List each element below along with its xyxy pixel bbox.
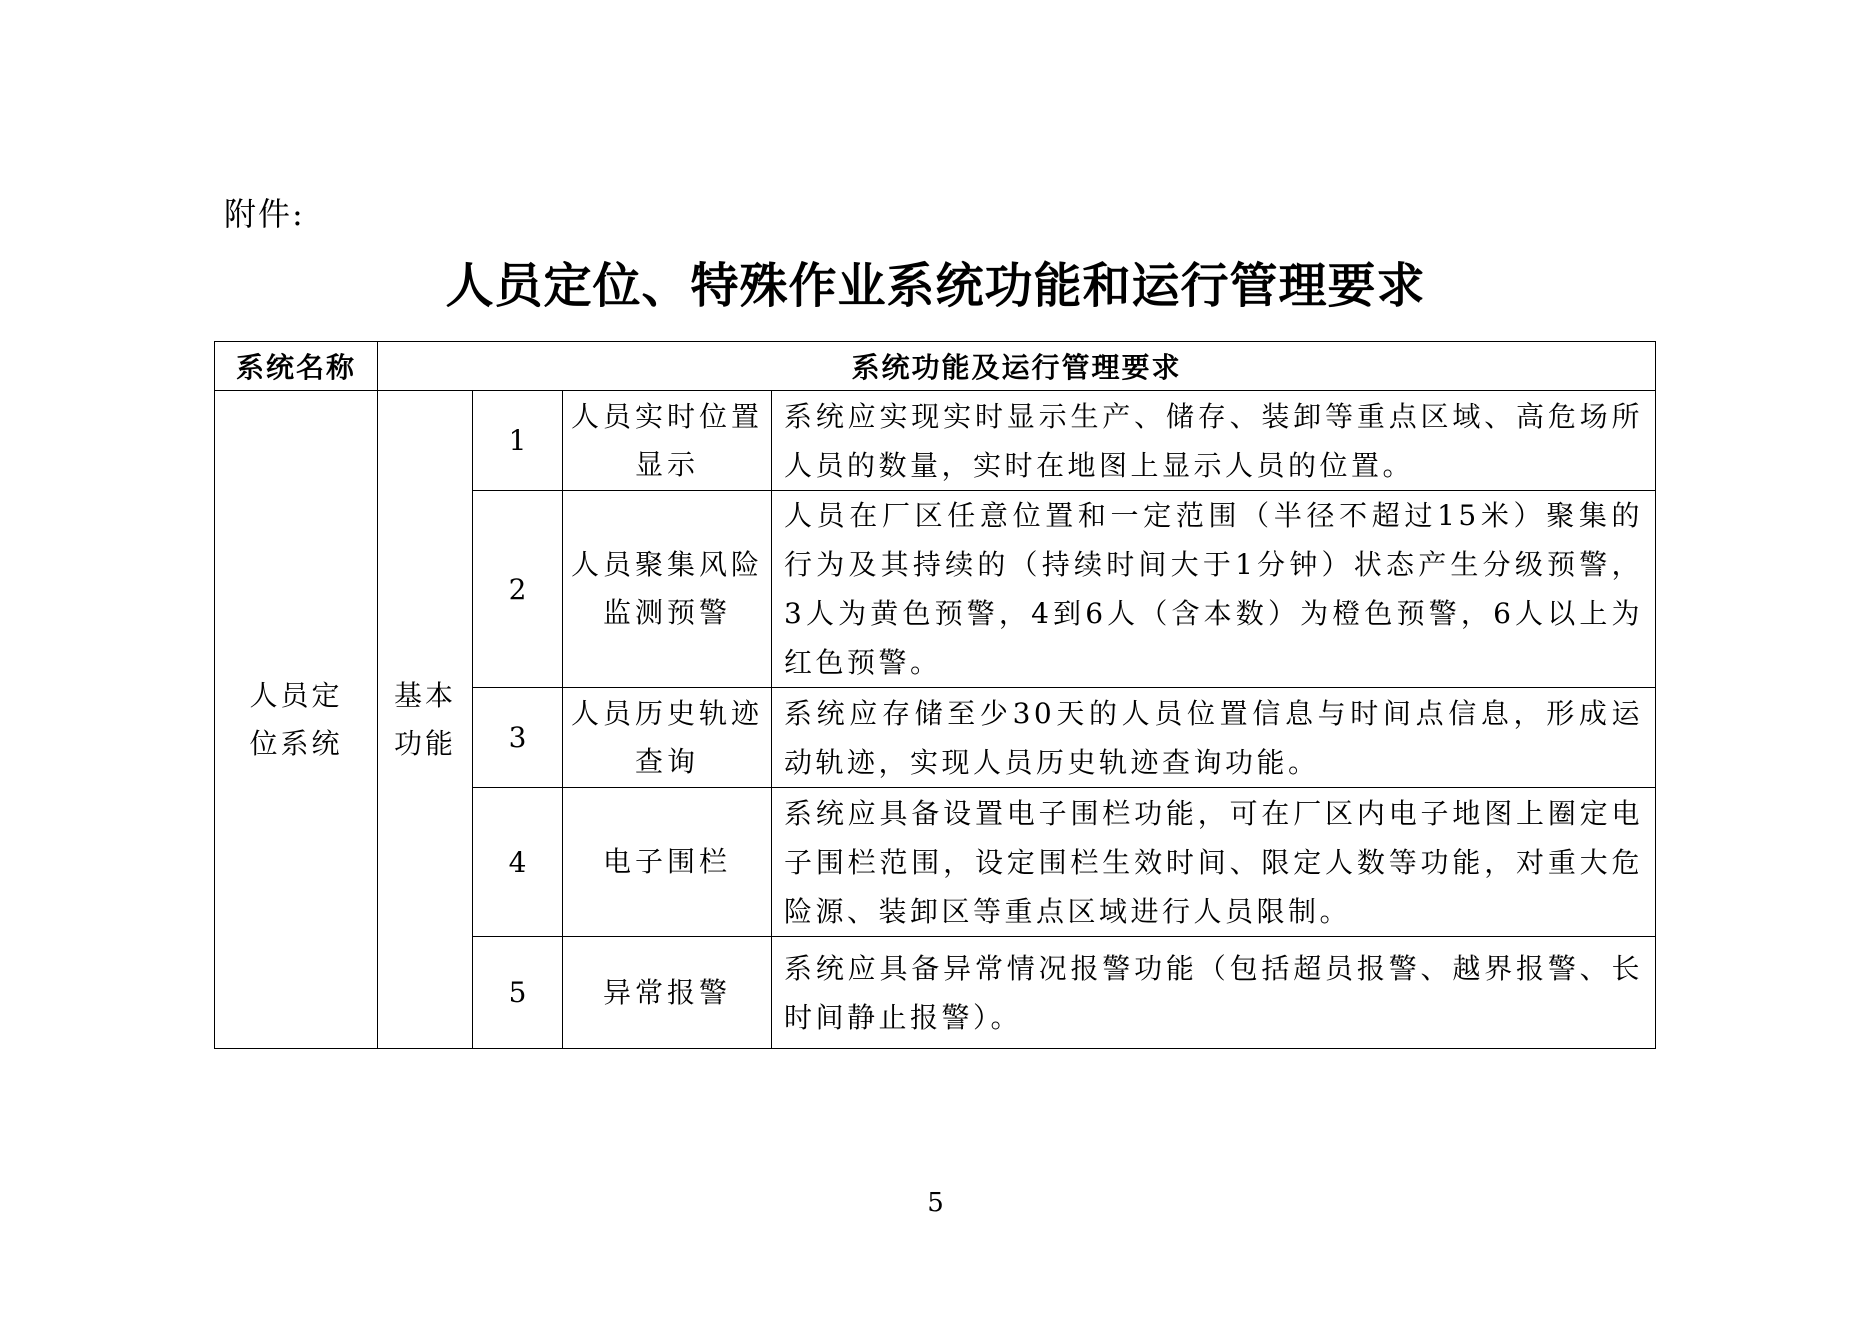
header-requirements: 系统功能及运行管理要求 <box>378 342 1656 391</box>
function-description: 系统应具备设置电子围栏功能，可在厂区内电子地图上圈定电子围栏范围，设定围栏生效时间、限定人数等功能，对重大危险源、装卸区等重点区域进行人员限制。 <box>772 788 1656 937</box>
attachment-label: 附件: <box>224 195 305 233</box>
table-row <box>215 391 1656 491</box>
page-title: 人员定位、特殊作业系统功能和运行管理要求 <box>445 258 1426 314</box>
row-number: 4 <box>473 788 563 937</box>
row-number: 5 <box>473 937 563 1049</box>
function-name: 异常报警 <box>563 937 772 1049</box>
system-name-cell: 人员定位系统 <box>215 391 378 1049</box>
category-cell: 基本功能 <box>378 391 473 1049</box>
function-description: 人员在厂区任意位置和一定范围（半径不超过15米）聚集的行为及其持续的（持续时间大于1分钟）状态产生分级预警，3人为黄色预警，4到6人（含本数）为橙色预警，6人以上为红色预警。 <box>772 491 1656 688</box>
function-description: 系统应具备异常情况报警功能（包括超员报警、越界报警、长时间静止报警）。 <box>772 937 1656 1049</box>
function-name: 人员聚集风险监测预警 <box>563 491 772 688</box>
table-header-row <box>215 342 1656 391</box>
function-description: 系统应实现实时显示生产、储存、装卸等重点区域、高危场所人员的数量，实时在地图上显示人员的位置。 <box>772 391 1656 491</box>
function-name: 人员实时位置显示 <box>563 391 772 491</box>
row-number: 3 <box>473 688 563 788</box>
function-description: 系统应存储至少30天的人员位置信息与时间点信息，形成运动轨迹，实现人员历史轨迹查询功能。 <box>772 688 1656 788</box>
row-number: 2 <box>473 491 563 688</box>
requirements-table <box>214 341 1656 1049</box>
page-number: 5 <box>927 1188 944 1218</box>
header-system-name: 系统名称 <box>215 342 378 391</box>
row-number: 1 <box>473 391 563 491</box>
function-name: 人员历史轨迹查询 <box>563 688 772 788</box>
function-name: 电子围栏 <box>563 788 772 937</box>
